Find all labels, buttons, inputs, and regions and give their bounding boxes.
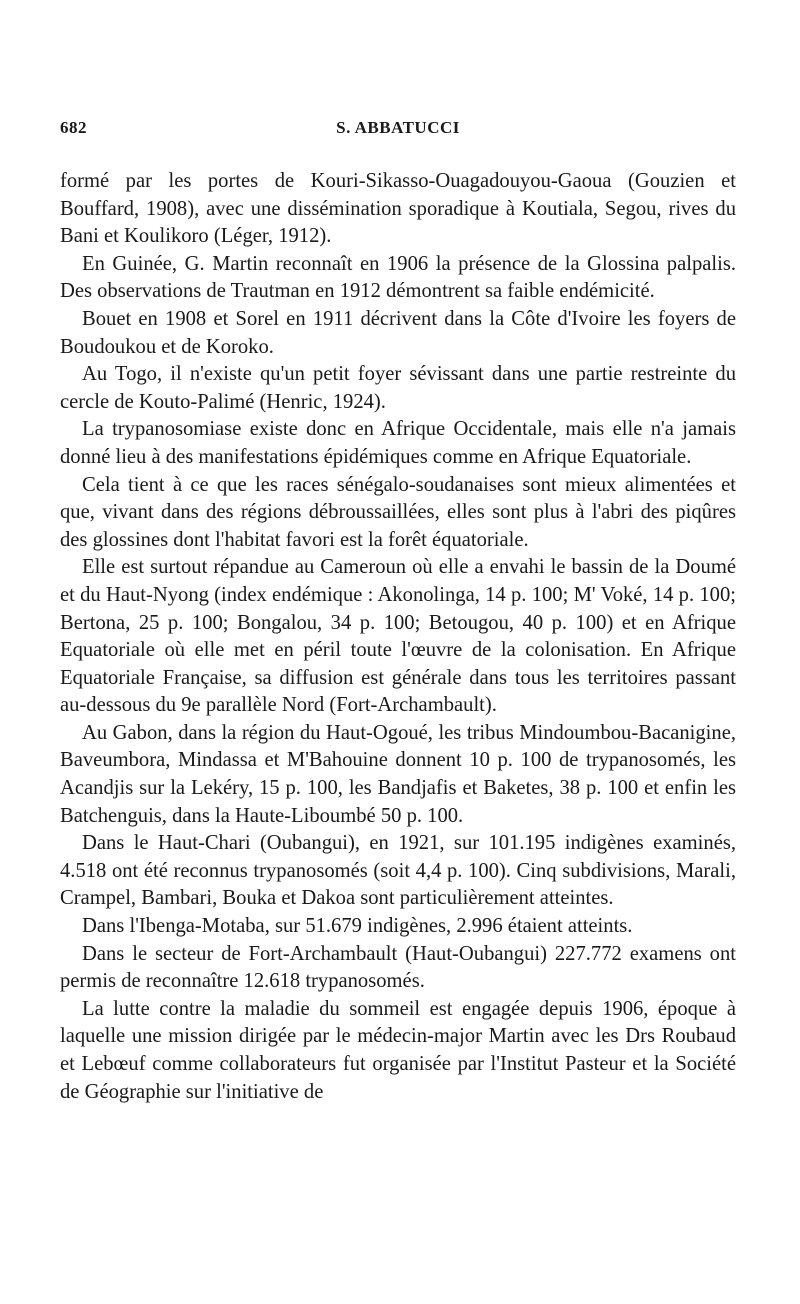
paragraph: Au Togo, il n'existe qu'un petit foyer sévissant dans une partie restreinte du cercle de Kouto-Palimé (Henric, 1924). xyxy=(60,363,736,413)
paragraph: Bouet en 1908 et Sorel en 1911 décrivent dans la Côte d'Ivoire les foyers de Boudoukou et de Koroko. xyxy=(60,307,736,358)
paragraph: Cela tient à ce que les races sénégalo-soudanaises sont mieux alimentées et que, vivant dans des régions débroussaillées, elles sont plus à l'abri des piqûres des glossines dont l'habitat favori est la forêt équatoriale. xyxy=(60,473,736,551)
paragraph: En Guinée, G. Martin reconnaît en 1906 la présence de la Glossina palpalis. Des observations de Trautman en 1912 démontrent sa faible endémicité. xyxy=(60,252,736,303)
paragraph: La trypanosomiase existe donc en Afrique Occidentale, mais elle n'a jamais donné lieu à des manifestations épidémiques comme en Afrique Equatoriale. xyxy=(60,418,736,468)
paragraph: Elle est surtout répandue au Cameroun où elle a envahi le bassin de la Doumé et du Haut-Nyong (index endémique : Akonolinga, 14 p. 100; M' Voké, 14 p. 100; Bertona, 25 p. 100; Bongalou, 34 p. 100; Betougou, 40 p. 100) et en Afrique Equatoriale où elle met en péril toute l'œuvre de la colonisation. En Afrique Equatoriale Française, sa diffusion est générale dans tous les territoires passant au-dessous du 9e parallèle Nord (Fort-Archambault). xyxy=(60,556,736,717)
paragraph: Dans le Haut-Chari (Oubangui), en 1921, sur 101.195 indigènes examinés, 4.518 ont été reconnus trypanosomés (soit 4,4 p. 100). Cinq subdivisions, Marali, Crampel, Bambari, Bouka et Dakoa sont particulièrement atteintes. xyxy=(60,832,736,910)
body-text xyxy=(60,168,736,1106)
running-head: S. ABBATUCCI xyxy=(336,118,460,137)
paragraph: formé par les portes de Kouri-Sikasso-Ouagadouyou-Gaoua (Gouzien et Bouffard, 1908), avec une dissémination sporadique à Koutiala, Segou, rives du Bani et Koulikoro (Léger, 1912). xyxy=(60,170,736,248)
paragraph: Au Gabon, dans la région du Haut-Ogoué, les tribus Mindoumbou-Bacanigine, Baveumbora, Mindassa et M'Bahouine donnent 10 p. 100 de trypanosomés, les Acandjis sur la Lekéry, 15 p. 100, les Bandjafis et Baketes, 38 p. 100 et enfin les Batchenguis, dans la Haute-Liboumbé 50 p. 100. xyxy=(60,721,736,827)
page-number: 682 xyxy=(60,118,87,137)
document-page xyxy=(60,118,736,1106)
paragraph: Dans l'Ibenga-Motaba, sur 51.679 indigènes, 2.996 étaient atteints. xyxy=(82,915,633,938)
paragraph: Dans le secteur de Fort-Archambault (Haut-Oubangui) 227.772 examens ont permis de reconnaître 12.618 trypanosomés. xyxy=(60,942,736,993)
page-header xyxy=(60,118,736,144)
paragraph: La lutte contre la maladie du sommeil est engagée depuis 1906, époque à laquelle une mission dirigée par le médecin-major Martin avec les Drs Roubaud et Lebœuf comme collaborateurs fut organisée par l'Institut Pasteur et la Société de Géographie sur l'initiative de xyxy=(60,997,736,1103)
